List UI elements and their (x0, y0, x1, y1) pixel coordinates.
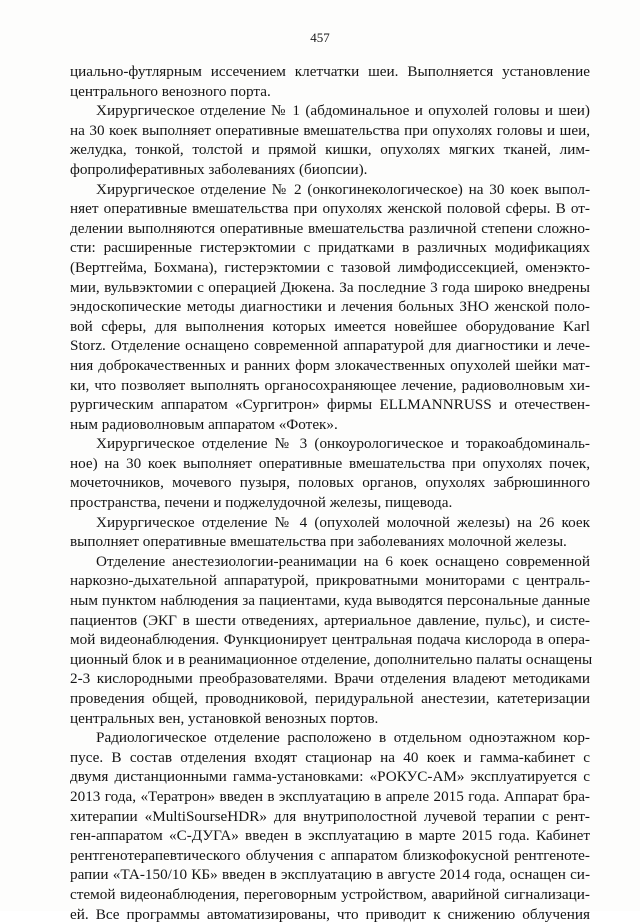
text-line: пациентов (ЭКГ в шести отведениях, артериальное давление, пульс), и систе- (70, 611, 590, 629)
text-line: мочеточников, мочевого пузыря, половых органов, опухолях забрюшинного (70, 474, 590, 492)
text-line: няет оперативные вмешательства при опухолях женской половой сферы. В от- (70, 200, 590, 218)
text-line: (Вертгейма, Бохмана), гистерэктомии с тазовой лимфодиссекцией, оменэкто- (70, 258, 590, 276)
text-line: ным радиоволновым аппаратом «Фотек». (70, 415, 338, 433)
text-line: ное) на 30 коек выполняет оперативные вмешательства при опухолях почек, (70, 454, 590, 472)
text-line: ки, что позволяет выполнять органосохраняющее лечение, радиоволновым хи- (70, 376, 590, 394)
text-line: циально-футлярным иссечением клетчатки шеи. Выполняется установление (70, 63, 590, 80)
body-text (70, 62, 593, 924)
text-line: выполняет оперативные вмешательства при заболеваниях молочной железы. (70, 533, 567, 551)
text-line: пространства, печени и поджелудочной железы, пищевода. (70, 494, 453, 512)
text-line: мой видеонаблюдения. Функционирует центральная подача кислорода в опера- (70, 631, 590, 649)
page-number: 457 (310, 30, 330, 45)
text-line: двумя дистанционными гамма-установками: «РОКУС-АМ» эксплуатируется с (70, 768, 590, 786)
text-line: центральных вен, установкой венозных портов. (70, 709, 379, 727)
text-line: рентгенотерапевтического облучения с аппаратом близкофокусной рентгеноте- (70, 846, 590, 864)
text-line: 2013 года, «Тератрон» введен в эксплуатацию в апреле 2015 года. Аппарат бра- (70, 787, 590, 805)
text-line: ния доброкачественных и ранних форм злокачественных опухолей шейки мат- (70, 356, 590, 374)
text-line: Storz. Отделение оснащено современной аппаратурой для диагностики и лече- (70, 337, 590, 355)
text-line: Хирургическое отделение № 2 (онкогинекологическое) на 30 коек выпол- (96, 180, 590, 198)
text-line: ген-аппаратом «С-ДУГА» введен в эксплуатацию в марте 2015 года. Кабинет (70, 827, 590, 845)
text-line: Хирургическое отделение № 3 (онкоурологическое и торакоабдоминаль- (96, 435, 590, 453)
text-line: желудка, тонкой, толстой и прямой кишки, опухолях мягких тканей, лим- (70, 141, 590, 159)
text-line: Отделение анестезиологии-реанимации на 6 коек оснащено современной (96, 552, 590, 570)
text-line: ционный блок и в реанимационное отделение, дополнительно палаты оснащены (70, 650, 593, 668)
text-line: 2-3 кислородными преобразователями. Врачи отделения владеют методиками (70, 670, 590, 688)
text-line: пусе. В состав отделения входят стационар на 40 коек и гамма-кабинет с (70, 748, 590, 766)
text-line: хитерапии «MultiSourseHDR» для внутриполостной лучевой терапии с рент- (70, 807, 590, 825)
text-line: проведения общей, проводниковой, перидуральной анестезии, катетеризации (70, 690, 590, 707)
text-line: на 30 коек выполняет оперативные вмешательства при опухолях головы и шеи, (70, 121, 590, 139)
text-line: эндоскопические методы диагностики и лечения больных ЗНО женской поло- (70, 298, 590, 316)
text-line: фопролиферативных заболеваниях (биопсии). (70, 160, 368, 178)
text-line: сти: расширенные гистерэктомии с придатками в различных модификациях (70, 239, 590, 257)
text-line: рапии «ТА-150/10 КБ» введен в эксплуатацию в августе 2014 года, оснащен си- (70, 866, 590, 884)
text-line: делении выполняются оперативные вмешательства различной степени сложно- (70, 219, 590, 237)
text-line: вой сферы, для выполнения которых имеется новейшее оборудование Karl (70, 317, 590, 335)
text-line: Хирургическое отделение № 1 (абдоминальное и опухолей головы и шеи) (96, 102, 590, 120)
text-line: ей. Все программы автоматизированы, что приводит к снижению облучения (70, 905, 590, 923)
text-line: наркозно-дыхательной аппаратурой, прикроватными мониторами с централь- (70, 572, 590, 590)
text-line: Хирургическое отделение № 4 (опухолей молочной железы) на 26 коек (96, 513, 590, 531)
text-line: Радиологическое отделение расположено в отдельном одноэтажном кор- (96, 729, 590, 747)
text-line: центрального венозного порта. (70, 82, 271, 100)
text-line: стемой видеонаблюдения, переговорным устройством, аварийной сигнализаци- (70, 885, 590, 903)
text-line: мии, вульвэктомии с операцией Дюкена. За последние 3 года широко внедрены (70, 278, 590, 296)
text-line: рургическим аппаратом «Сургитрон» фирмы ELLMANNRUSS и отечествен- (70, 396, 590, 414)
text-line: ным пунктом наблюдения за пациентами, куда выводятся персональные данные (70, 592, 590, 610)
